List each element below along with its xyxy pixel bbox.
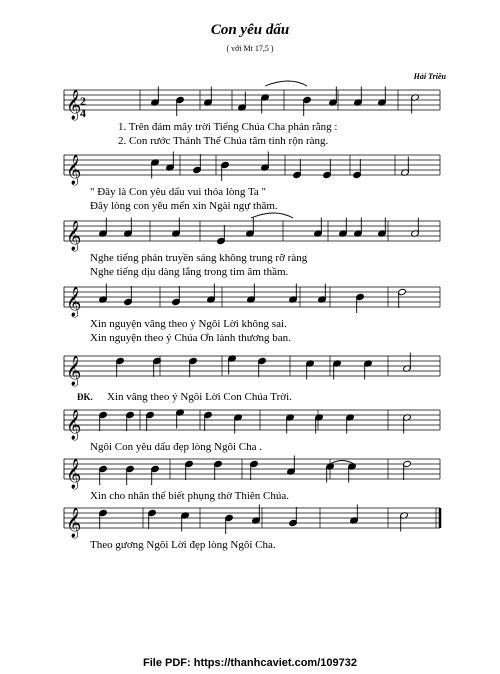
- treble-clef-icon: 𝄞: [66, 508, 82, 538]
- lyric-line-2: 2. Con rước Thánh Thể Chúa tâm tình rộn ràng.: [118, 135, 329, 147]
- treble-clef-icon: 𝄞: [66, 287, 82, 317]
- lyric-line-8: Xin nguyện theo ý Chúa Ơn lành thương ban.: [90, 332, 291, 344]
- treble-clef-icon: 𝄞: [66, 410, 82, 440]
- pdf-link-footer[interactable]: File PDF: https://thanhcaviet.com/109732: [143, 657, 357, 669]
- tie-curve: [265, 81, 307, 86]
- staff-lines: [64, 89, 440, 539]
- lyric-line-4: Đây lòng con yêu mến xin Ngài ngự thăm.: [90, 200, 278, 212]
- time-signature-bottom: 4: [80, 106, 86, 120]
- lyric-line-12: Theo gương Ngôi Lời đẹp lòng Ngôi Cha.: [90, 539, 276, 551]
- treble-clef-icon: 𝄞: [66, 90, 82, 120]
- lyric-line-9: Xin vâng theo ý Ngôi Lời Con Chúa Trời.: [107, 391, 292, 403]
- lyric-line-5: Nghe tiếng phán truyền sáng không trung rỡ ràng: [90, 252, 308, 264]
- notes: [99, 81, 420, 534]
- treble-clef-icon: 𝄞: [66, 221, 82, 251]
- treble-clef-icon: 𝄞: [66, 155, 82, 185]
- composer-name: Hải Triều: [413, 72, 446, 81]
- treble-clef-icon: 𝄞: [66, 459, 82, 489]
- lyric-line-3: " Đây là Con yêu dấu vui thỏa lòng Ta ": [90, 186, 267, 198]
- lyric-line-7: Xin nguyện vâng theo ý Ngôi Lời không sai.: [90, 318, 287, 330]
- scripture-reference: ( với Mt 17,5 ): [226, 44, 274, 53]
- tie-curve: [330, 461, 354, 465]
- lyric-line-11: Xin cho nhân thế biết phụng thờ Thiên Chúa.: [90, 490, 289, 502]
- time-signature-top: 2: [80, 94, 86, 108]
- treble-clef-icon: 𝄞: [66, 356, 82, 386]
- tie-curve: [251, 213, 293, 218]
- refrain-marker: ĐK.: [77, 392, 93, 402]
- lyric-line-1: 1. Trên đám mây trời Tiếng Chúa Cha phán rằng :: [118, 121, 338, 133]
- song-title: Con yêu dấu: [210, 22, 290, 38]
- lyric-line-6: Nghe tiếng dịu dàng lắng trong tim âm thầm.: [90, 266, 289, 278]
- lyric-line-10: Ngôi Con yêu dấu đẹp lòng Ngôi Cha .: [90, 441, 263, 453]
